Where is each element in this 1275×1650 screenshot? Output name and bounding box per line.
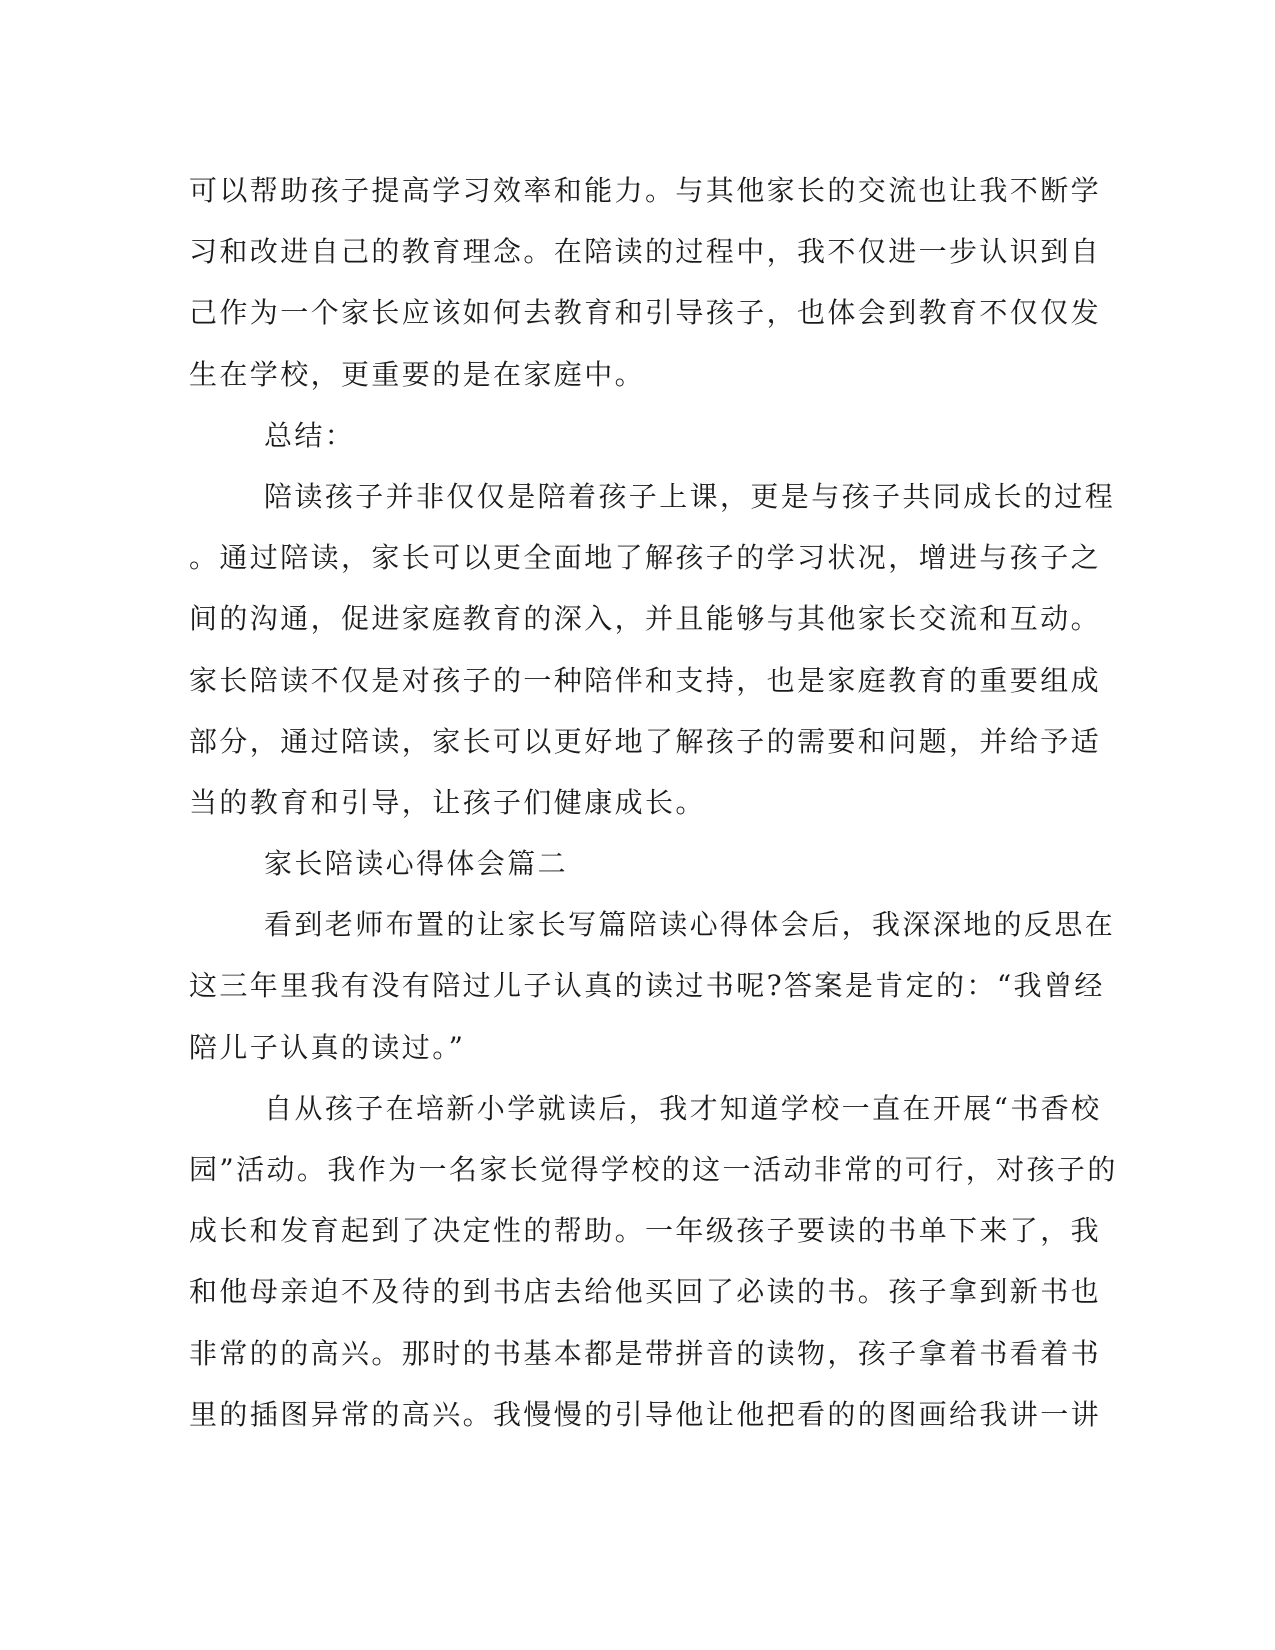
- text-line: 间的沟通，促进家庭教育的深入，并且能够与其他家长交流和互动。: [189, 602, 1102, 636]
- text-line: 己作为一个家长应该如何去教育和引导孩子，也体会到教育不仅仅发: [189, 296, 1102, 330]
- text-line: 自从孩子在培新小学就读后，我才知道学校一直在开展“书香校: [264, 1091, 1102, 1125]
- text-line: 习和改进自己的教育理念。在陪读的过程中，我不仅进一步认识到自: [189, 235, 1102, 269]
- text-line: 园”活动。我作为一名家长觉得学校的这一活动非常的可行，对孩子的: [189, 1153, 1118, 1186]
- text-line: 看到老师布置的让家长写篇陪读心得体会后，我深深地的反思在: [264, 908, 1116, 942]
- text-line: 非常的的高兴。那时的书基本都是带拼音的读物，孩子拿着书看着书: [189, 1336, 1102, 1370]
- text-line: 家长陪读不仅是对孩子的一种陪伴和支持，也是家庭教育的重要组成: [189, 663, 1102, 697]
- text-line: 。通过陪读，家长可以更全面地了解孩子的学习状况，增进与孩子之: [189, 541, 1102, 575]
- text-line: 和他母亲迫不及待的到书店去给他买回了必读的书。孩子拿到新书也: [189, 1275, 1102, 1309]
- text-line: 陪儿子认真的读过。”: [189, 1030, 466, 1064]
- text-line: 部分，通过陪读，家长可以更好地了解孩子的需要和问题，并给予适: [189, 724, 1102, 758]
- section-heading-summary: 总结：: [264, 418, 356, 452]
- text-line: 这三年里我有没有陪过儿子认真的读过书呢?答案是肯定的：“我曾经: [189, 969, 1105, 1003]
- text-line: 生在学校，更重要的是在家庭中。: [189, 357, 646, 391]
- text-line: 当的教育和引导，让孩子们健康成长。: [189, 785, 706, 819]
- text-line: 里的插图异常的高兴。我慢慢的引导他让他把看的的图画给我讲一讲: [189, 1397, 1102, 1431]
- text-line: 可以帮助孩子提高学习效率和能力。与其他家长的交流也让我不断学: [189, 174, 1102, 207]
- body-text: [189, 160, 1118, 1445]
- text-line: 陪读孩子并非仅仅是陪着孩子上课，更是与孩子共同成长的过程: [264, 479, 1116, 513]
- section-heading-part-two: 家长陪读心得体会篇二: [264, 847, 569, 881]
- text-line: 成长和发育起到了决定性的帮助。一年级孩子要读的书单下来了，我: [189, 1214, 1102, 1248]
